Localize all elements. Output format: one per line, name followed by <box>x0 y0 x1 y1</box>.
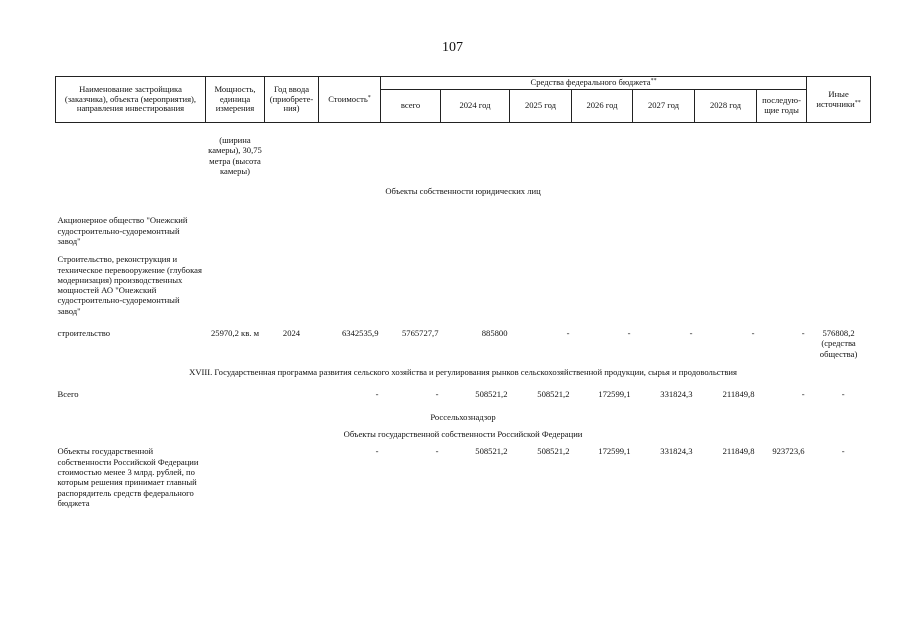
total-2024: 508521,2 <box>475 389 508 400</box>
header-cost-note: * <box>367 94 371 101</box>
table-row <box>56 439 871 508</box>
total-later: - <box>801 389 805 400</box>
header-2028: 2028 год <box>695 90 757 123</box>
total-2027: 331824,3 <box>660 389 693 400</box>
investment-table <box>55 76 871 508</box>
header-total: всего <box>381 90 441 123</box>
construction-capacity: 25970,2 кв. м <box>210 328 260 339</box>
construction-total: 5765727,7 <box>401 328 439 339</box>
header-capacity: Мощность, единица измерения <box>206 77 265 123</box>
project-name: Строительство, реконструкция и техническое перевооружение (глубокая модернизация) производственных мощностей АО "Онежский судостроительно-судоремонтный завод" <box>57 254 202 316</box>
federal-row-2026: 172599,1 <box>598 446 631 457</box>
program-title: XVIII. Государственная программа развития сельского хозяйства и регулирования рынков сельскохозяйственной продукции, сырья и продовольствия <box>189 367 737 377</box>
table-row <box>56 123 871 177</box>
header-federal-label: Средства федерального бюджета <box>530 77 651 88</box>
header-cost <box>319 77 381 123</box>
construction-later: - <box>801 328 805 339</box>
federal-row-cost: - <box>375 446 379 457</box>
header-2024: 2024 год <box>441 90 510 123</box>
section-row <box>56 400 871 422</box>
header-other-note: ** <box>854 99 861 106</box>
federal-row-later: 923723,6 <box>772 446 805 457</box>
header-name: Наименование застройщика (заказчика), объекта (мероприятия), направления инвестирования <box>56 77 206 123</box>
table-row <box>56 316 871 359</box>
header-federal-budget <box>381 77 807 90</box>
construction-2025: - <box>566 328 570 339</box>
section-row <box>56 176 871 206</box>
header-2027: 2027 год <box>633 90 695 123</box>
section-legal-entities: Объекты собственности юридических лиц <box>385 186 541 197</box>
section-row <box>56 422 871 439</box>
company-name: Акционерное общество "Онежский судостроительно-судоремонтный завод" <box>57 215 188 246</box>
header-2025: 2025 год <box>510 90 572 123</box>
header-cost-label: Стоимость <box>328 93 368 104</box>
total-other: - <box>841 389 845 400</box>
construction-2027: - <box>689 328 693 339</box>
total-cost: - <box>375 389 379 400</box>
federal-row-2027: 331824,3 <box>660 446 693 457</box>
federal-row-other: - <box>841 446 845 457</box>
federal-row-2028: 211849,8 <box>722 446 755 457</box>
header-year: Год ввода (приобрете-ния) <box>265 77 319 123</box>
section-federal-property: Объекты государственной собственности Российской Федерации <box>343 428 583 439</box>
construction-2026: - <box>627 328 631 339</box>
header-other-label: Иные источники <box>816 88 855 109</box>
federal-row-2024: 508521,2 <box>475 446 508 457</box>
construction-cost: 6342535,9 <box>341 328 379 339</box>
header-later-years: последую-щие годы <box>757 90 807 123</box>
federal-row-2025: 508521,2 <box>537 446 570 457</box>
table-row <box>56 246 871 316</box>
federal-row-total: - <box>435 446 439 457</box>
total-name: Всего <box>57 389 79 400</box>
table-row <box>56 206 871 246</box>
total-2028: 211849,8 <box>722 389 755 400</box>
table-row <box>56 377 871 399</box>
construction-other: 576808,2 (средства общества) <box>819 328 858 359</box>
page-number: 107 <box>442 40 463 55</box>
construction-2024: 885800 <box>481 328 508 339</box>
header-other-sources <box>807 77 871 123</box>
capacity-continuation: (ширина камеры), 30,75 метра (высота камеры) <box>208 135 262 176</box>
construction-year: 2024 <box>282 328 301 339</box>
section-row <box>56 359 871 377</box>
agency-name: Россельхознадзор <box>430 411 496 422</box>
construction-name: строительство <box>57 328 111 339</box>
header-2026: 2026 год <box>572 90 633 123</box>
total-total: - <box>435 389 439 400</box>
total-2025: 508521,2 <box>537 389 570 400</box>
total-2026: 172599,1 <box>598 389 631 400</box>
federal-row-name: Объекты государственной собственности Российской Федерации стоимостью менее 3 млрд. рублей, по которым решения принимает главный распорядитель средств федерального бюджета <box>57 446 199 508</box>
construction-2028: - <box>751 328 755 339</box>
header-federal-note: ** <box>650 78 657 85</box>
